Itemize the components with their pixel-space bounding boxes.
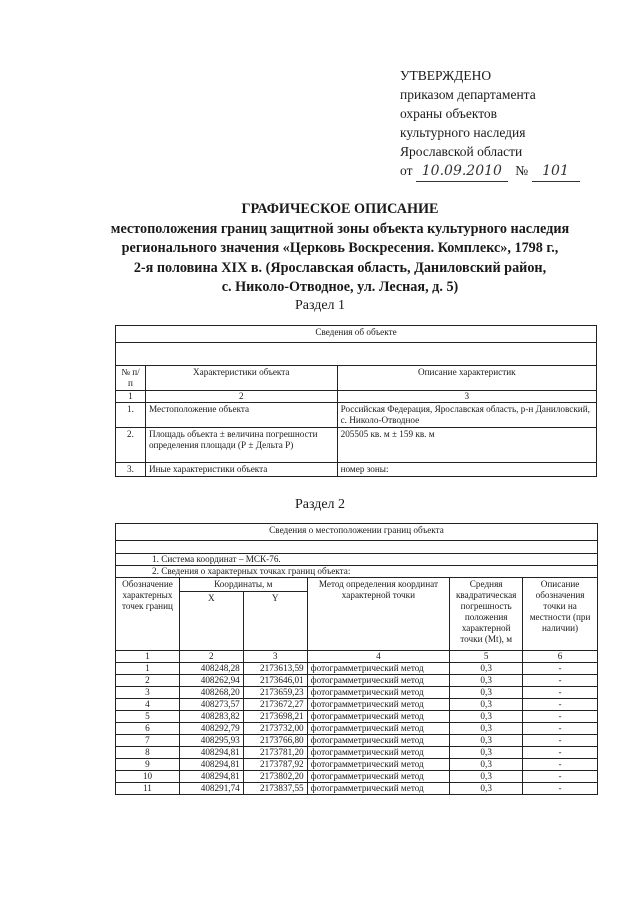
point-desc: -: [523, 735, 598, 747]
point-number: 11: [116, 783, 180, 795]
coord-x: 408283,82: [179, 711, 243, 723]
point-number: 6: [116, 723, 180, 735]
coord-y: 2173732,00: [243, 723, 307, 735]
row-num: 1.: [116, 403, 146, 428]
point-number: 10: [116, 771, 180, 783]
row-desc: 205505 кв. м ± 159 кв. м: [337, 428, 596, 463]
blank-row: [116, 541, 598, 554]
error: 0,3: [450, 759, 523, 771]
point-desc: -: [523, 723, 598, 735]
table-row: [116, 747, 598, 759]
error: 0,3: [450, 771, 523, 783]
col-header-desc: Описание обозначения точки на местности (при наличии): [523, 578, 598, 651]
section2-heading: Раздел 2: [294, 497, 346, 512]
row-char: Площадь объекта ± величина погрешности определения площади (Р ± Дельта Р): [145, 428, 337, 463]
row-num: 3.: [116, 463, 146, 477]
section1-heading: Раздел 1: [294, 298, 346, 313]
row-char: Иные характеристики объекта: [145, 463, 337, 477]
points-body: [116, 663, 598, 795]
col-index: 1: [116, 391, 146, 403]
point-number: 5: [116, 711, 180, 723]
coord-y: 2173766,80: [243, 735, 307, 747]
coord-y: 2173672,27: [243, 699, 307, 711]
boundary-points-table: [115, 523, 598, 795]
points-title: 2. Сведения о характерных точках границ объекта:: [116, 566, 598, 578]
table-row: [116, 403, 597, 428]
approval-date-row: [400, 161, 580, 182]
col-index: 6: [523, 651, 598, 663]
col-index: 2: [145, 391, 337, 403]
table-row: [116, 735, 598, 747]
point-desc: -: [523, 663, 598, 675]
table-row: [116, 687, 598, 699]
point-desc: -: [523, 783, 598, 795]
table-title: Сведения о местоположении границ объекта: [116, 524, 598, 541]
coord-y: 2173698,21: [243, 711, 307, 723]
coord-y: 2173787,92: [243, 759, 307, 771]
coord-y: 2173781,20: [243, 747, 307, 759]
method: фотограмметрический метод: [307, 783, 450, 795]
col-header-num: № п/п: [116, 366, 146, 391]
error: 0,3: [450, 711, 523, 723]
row-desc: Российская Федерация, Ярославская область, р-н Даниловский, с. Николо-Отводное: [337, 403, 596, 428]
point-desc: -: [523, 771, 598, 783]
title-main: ГРАФИЧЕСКОЕ ОПИСАНИЕ: [241, 201, 439, 217]
coord-y: 2173659,23: [243, 687, 307, 699]
approval-heading: УТВЕРЖДЕНО: [400, 68, 492, 83]
table-row: [116, 675, 598, 687]
object-info-table: [115, 325, 597, 477]
row-char: Местоположение объекта: [145, 403, 337, 428]
number-prefix: №: [515, 163, 529, 178]
error: 0,3: [450, 723, 523, 735]
table-row: [116, 428, 597, 463]
method: фотограмметрический метод: [307, 699, 450, 711]
coord-x: 408294,81: [179, 759, 243, 771]
error: 0,3: [450, 747, 523, 759]
error: 0,3: [450, 783, 523, 795]
approval-line: охраны объектов: [400, 106, 498, 121]
coord-x: 408268,20: [179, 687, 243, 699]
point-number: 3: [116, 687, 180, 699]
table-row: [116, 723, 598, 735]
approval-line: культурного наследия: [400, 125, 526, 140]
error: 0,3: [450, 675, 523, 687]
col-header-x: X: [179, 592, 243, 651]
col-index: 3: [337, 391, 596, 403]
point-desc: -: [523, 711, 598, 723]
coord-x: 408292,79: [179, 723, 243, 735]
point-number: 4: [116, 699, 180, 711]
point-desc: -: [523, 747, 598, 759]
method: фотограмметрический метод: [307, 675, 450, 687]
point-desc: -: [523, 675, 598, 687]
coord-x: 408262,94: [179, 675, 243, 687]
point-number: 7: [116, 735, 180, 747]
col-header-coords: Координаты, м: [179, 578, 307, 592]
approval-line: приказом департамента: [400, 87, 536, 102]
col-index: 3: [243, 651, 307, 663]
col-index: 4: [307, 651, 450, 663]
method: фотограмметрический метод: [307, 687, 450, 699]
point-desc: -: [523, 687, 598, 699]
col-index: 5: [450, 651, 523, 663]
point-number: 2: [116, 675, 180, 687]
point-desc: -: [523, 759, 598, 771]
col-header-point: Обозначение характерных точек границ: [116, 578, 180, 651]
error: 0,3: [450, 735, 523, 747]
method: фотограмметрический метод: [307, 759, 450, 771]
method: фотограмметрический метод: [307, 723, 450, 735]
col-header-desc: Описание характеристик: [337, 366, 596, 391]
coord-x: 408248,28: [179, 663, 243, 675]
method: фотограмметрический метод: [307, 711, 450, 723]
coord-x: 408273,57: [179, 699, 243, 711]
coord-x: 408294,81: [179, 771, 243, 783]
title-line: с. Николо-Отводное, ул. Лесная, д. 5): [221, 279, 459, 295]
coord-x: 408294,81: [179, 747, 243, 759]
col-index: 2: [179, 651, 243, 663]
table-title: Сведения об объекте: [116, 326, 597, 343]
col-header-method: Метод определения координат характерной точки: [307, 578, 450, 651]
point-number: 8: [116, 747, 180, 759]
col-header-char: Характеристики объекта: [145, 366, 337, 391]
point-number: 1: [116, 663, 180, 675]
row-num: 2.: [116, 428, 146, 463]
coord-system: 1. Система координат – МСК-76.: [116, 554, 598, 566]
approval-line: Ярославской области: [400, 144, 523, 159]
table-row: [116, 783, 598, 795]
table-row: [116, 771, 598, 783]
coord-y: 2173837,55: [243, 783, 307, 795]
date-prefix: от: [400, 163, 413, 178]
col-header-error: Средняя квадратическая погрешность положения характерной точки (Мt), м: [450, 578, 523, 651]
method: фотограмметрический метод: [307, 735, 450, 747]
coord-x: 408295,93: [179, 735, 243, 747]
approval-number: 101: [532, 162, 580, 182]
blank-row: [116, 343, 597, 366]
coord-y: 2173613,59: [243, 663, 307, 675]
table-row: [116, 699, 598, 711]
error: 0,3: [450, 663, 523, 675]
table-row: [116, 759, 598, 771]
error: 0,3: [450, 699, 523, 711]
coord-x: 408291,74: [179, 783, 243, 795]
title-line: 2-я половина XIX в. (Ярославская область, Даниловский район,: [133, 259, 547, 276]
table-row: [116, 463, 597, 477]
document-title: [60, 200, 620, 298]
title-line: местоположения границ защитной зоны объекта культурного наследия: [110, 220, 570, 237]
approval-date: 10.09.2010: [416, 162, 508, 182]
method: фотограмметрический метод: [307, 771, 450, 783]
point-desc: -: [523, 699, 598, 711]
coord-y: 2173646,01: [243, 675, 307, 687]
col-index: 1: [116, 651, 180, 663]
method: фотограмметрический метод: [307, 663, 450, 675]
approval-block: [400, 66, 580, 182]
coord-y: 2173802,20: [243, 771, 307, 783]
method: фотограмметрический метод: [307, 747, 450, 759]
table-row: [116, 711, 598, 723]
point-number: 9: [116, 759, 180, 771]
col-header-y: Y: [243, 592, 307, 651]
error: 0,3: [450, 687, 523, 699]
row-desc: номер зоны:: [337, 463, 596, 477]
table-row: [116, 663, 598, 675]
title-line: регионального значения «Церковь Воскресения. Комплекс», 1798 г.,: [121, 240, 559, 256]
